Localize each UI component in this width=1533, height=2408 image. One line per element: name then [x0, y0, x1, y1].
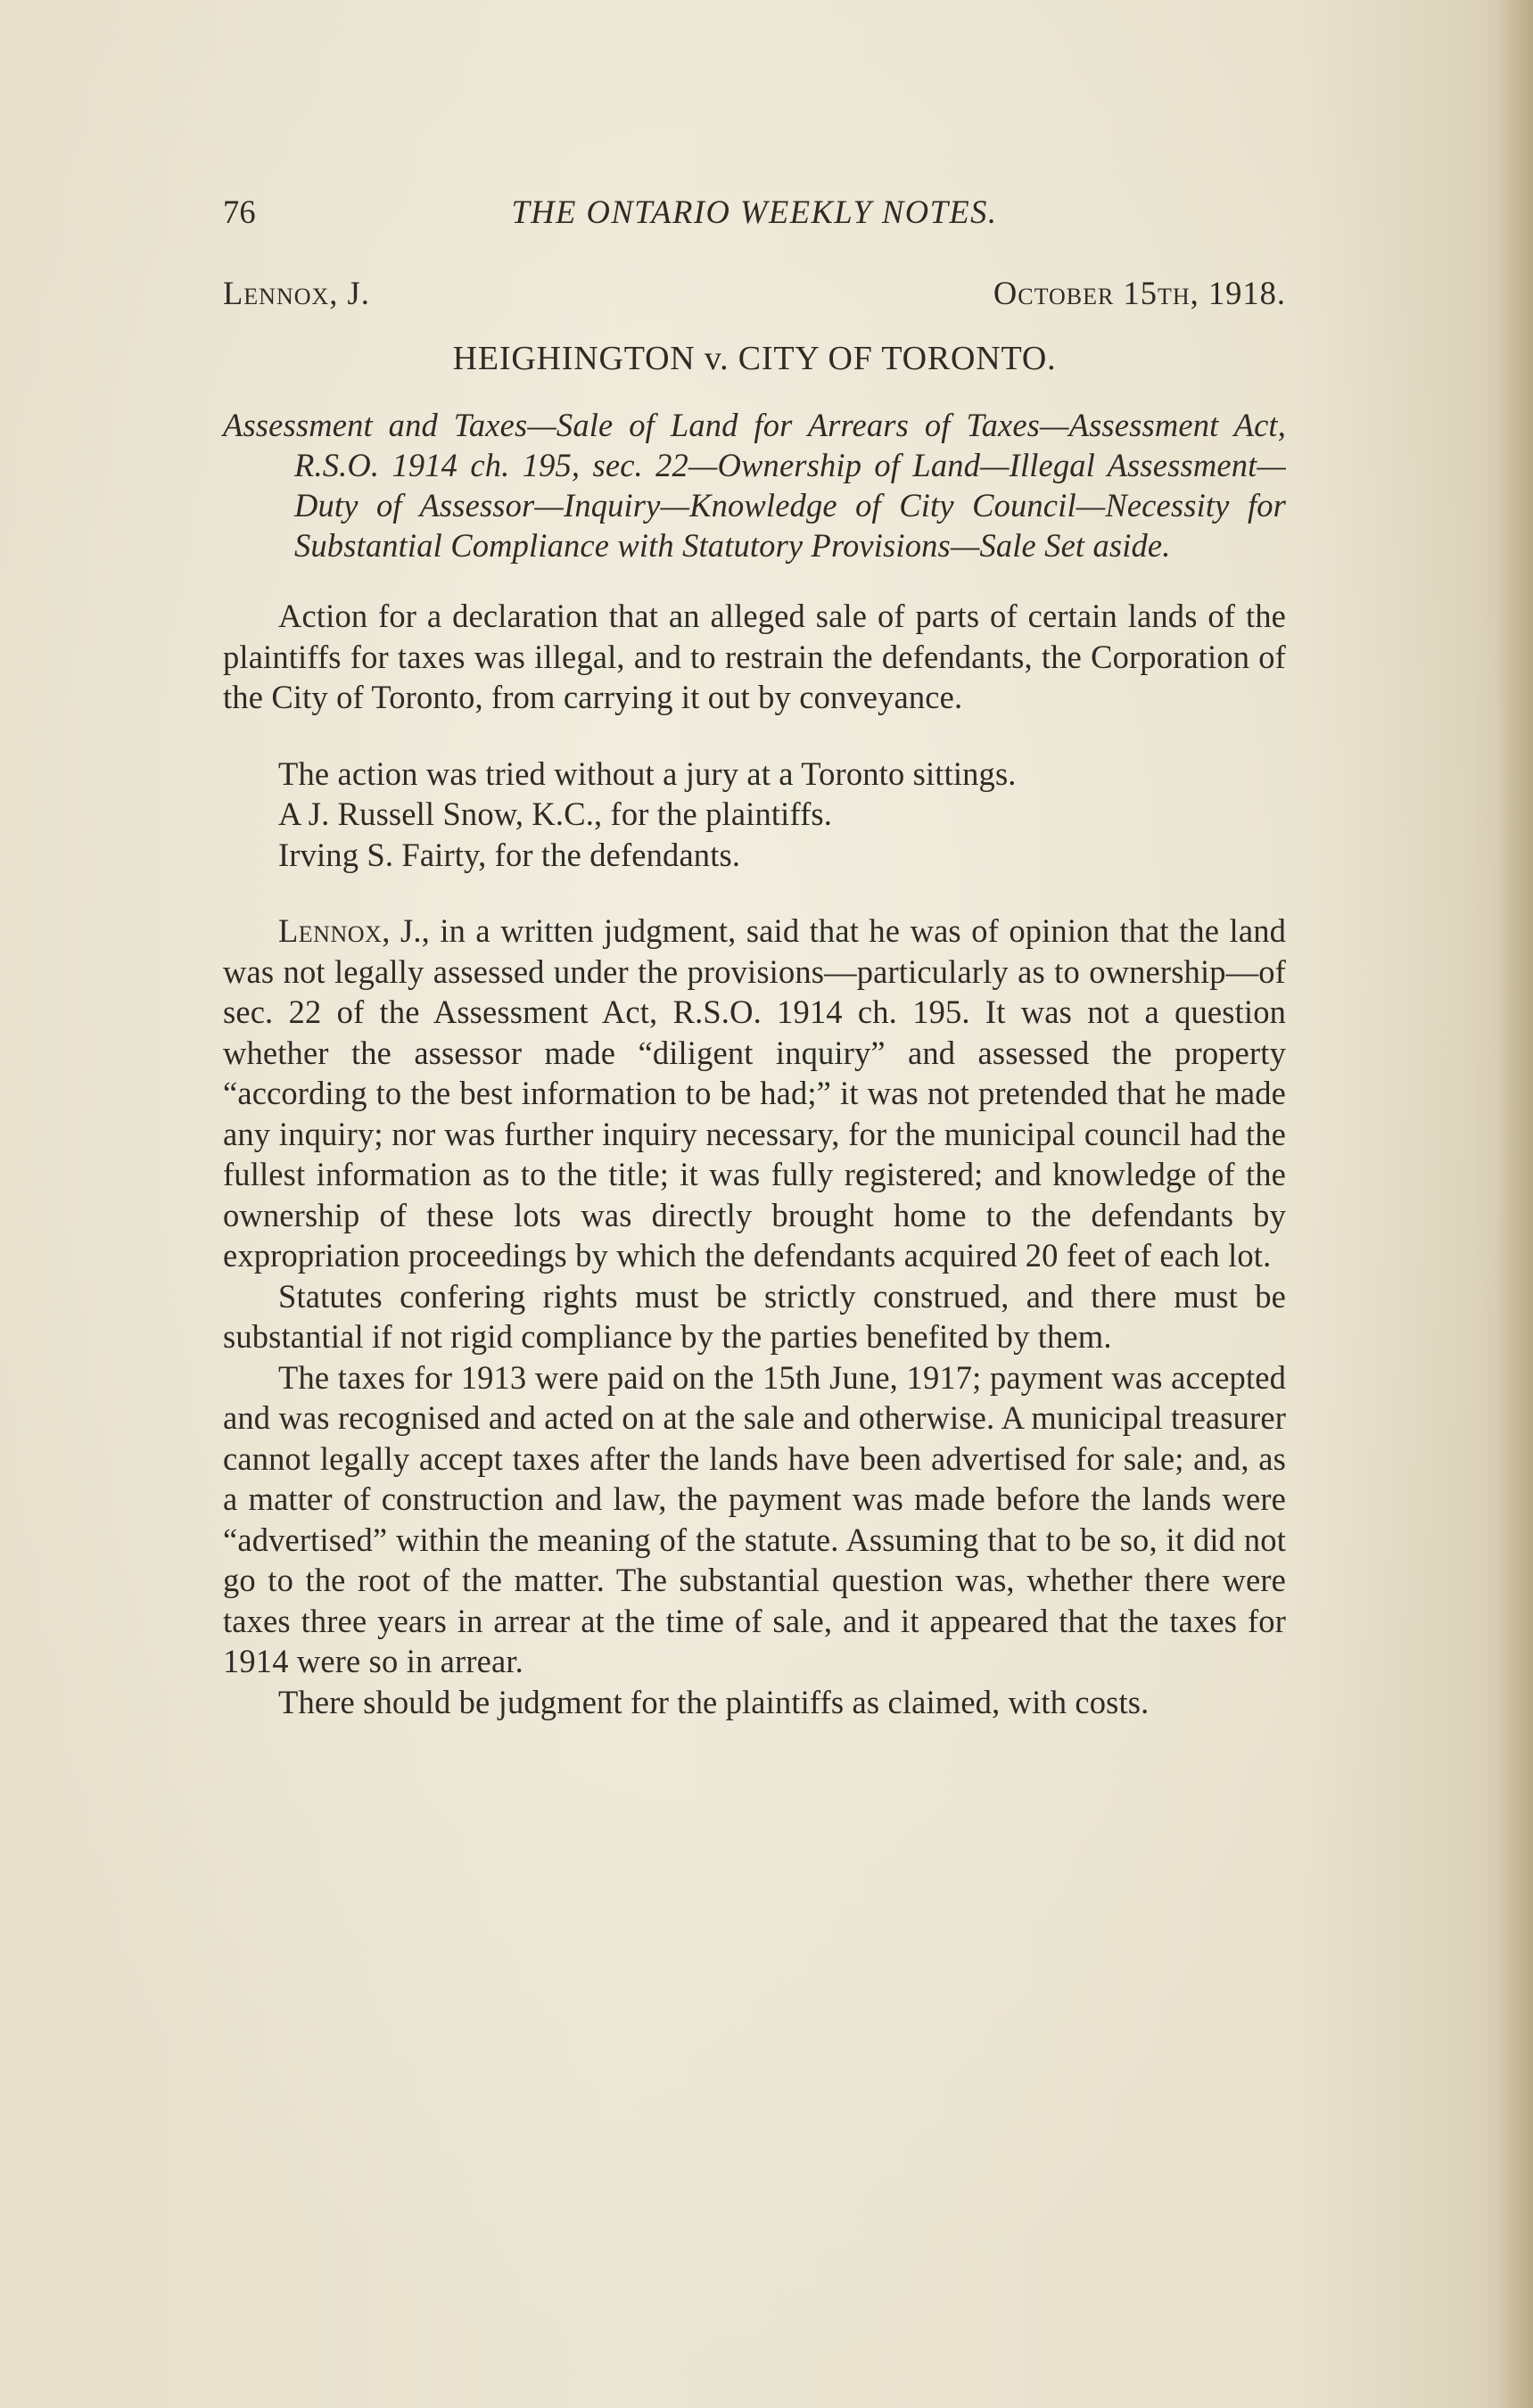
headnote: Assessment and Taxes—Sale of Land for Arrears of Taxes—Assessment Act, R.S.O. 1914 ch. 195, sec. 22—Ownership of Land—Illegal Assessment—Duty of Assessor—Inquiry—Knowledge of City Council—Necessity for Substantial Compliance with Statutory Provisions—Sale Set aside. — [223, 407, 1286, 564]
running-head — [223, 192, 1286, 235]
judge-name: Lennox, J. — [223, 275, 370, 311]
decision-date: October 15th, 1918. — [993, 275, 1286, 311]
trial-details — [223, 754, 1286, 876]
counsel-plaintiffs: A J. Russell Snow, K.C., for the plaintiffs. — [278, 796, 833, 832]
judgment-paragraph-1 — [223, 911, 1286, 1276]
trial-line: The action was tried without a jury at a Toronto sittings. — [278, 755, 1017, 792]
judgment-paragraph-3: The taxes for 1913 were paid on the 15th June, 1917; payment was accepted and was recognised and acted on at the sale and otherwise. A municipal treasurer cannot legally accept taxes after the lands have been advertised for sale; and, as a matter of construction and law, the payment was made before the lands were “advertised” within the meaning of the statute. Assuming that to be so, it did not go to the root of the matter. The substantial question was, whether there were taxes three years in arrear at the time of sale, and it appeared that the taxes for 1914 were so in arrear. — [223, 1358, 1286, 1679]
judgment-paragraph-4: There should be judgment for the plaintiffs as claimed, with costs. — [278, 1683, 1150, 1720]
text-column — [223, 192, 1286, 1722]
action-paragraph: Action for a declaration that an alleged sale of parts of certain lands of the plaintiffs for taxes was illegal, and to restrain the defendants, the Corporation of the City of Toronto, from carrying it out by conveyance. — [223, 598, 1286, 715]
judgment-judge-name: Lennox — [278, 912, 383, 949]
page-edge-shadow — [1499, 0, 1533, 2408]
judgment-text-1: , J., in a written judgment, said that he was of opinion that the land was not legally assessed under the provisions—particularly as to ownership—of sec. 22 of the Assessment Act, R.S.O. 1914 ch. 195. It was not a question whether the assessor made “diligent inquiry” and assessed the property “according to the best information to be had;” it was not pretended that he made any inquiry; nor was further inquiry necessary, for the municipal council had the fullest information as to the title; it was fully registered; and knowledge of the ownership of these lots was directly brought home to the defendants by expropriation proceedings by which the defendants acquired 20 feet of each lot. — [223, 912, 1286, 1274]
counsel-defendants: Irving S. Fairty, for the defendants. — [278, 836, 741, 873]
case-title: HEIGHINGTON v. CITY OF TORONTO. — [452, 340, 1057, 377]
judgment-paragraph-2: Statutes confering rights must be strictly construed, and there must be substantial if not rigid compliance by the parties benefited by them. — [223, 1277, 1286, 1355]
page-number: 76 — [223, 194, 256, 230]
judge-date-line — [223, 273, 1286, 316]
journal-title: THE ONTARIO WEEKLY NOTES. — [511, 194, 998, 230]
